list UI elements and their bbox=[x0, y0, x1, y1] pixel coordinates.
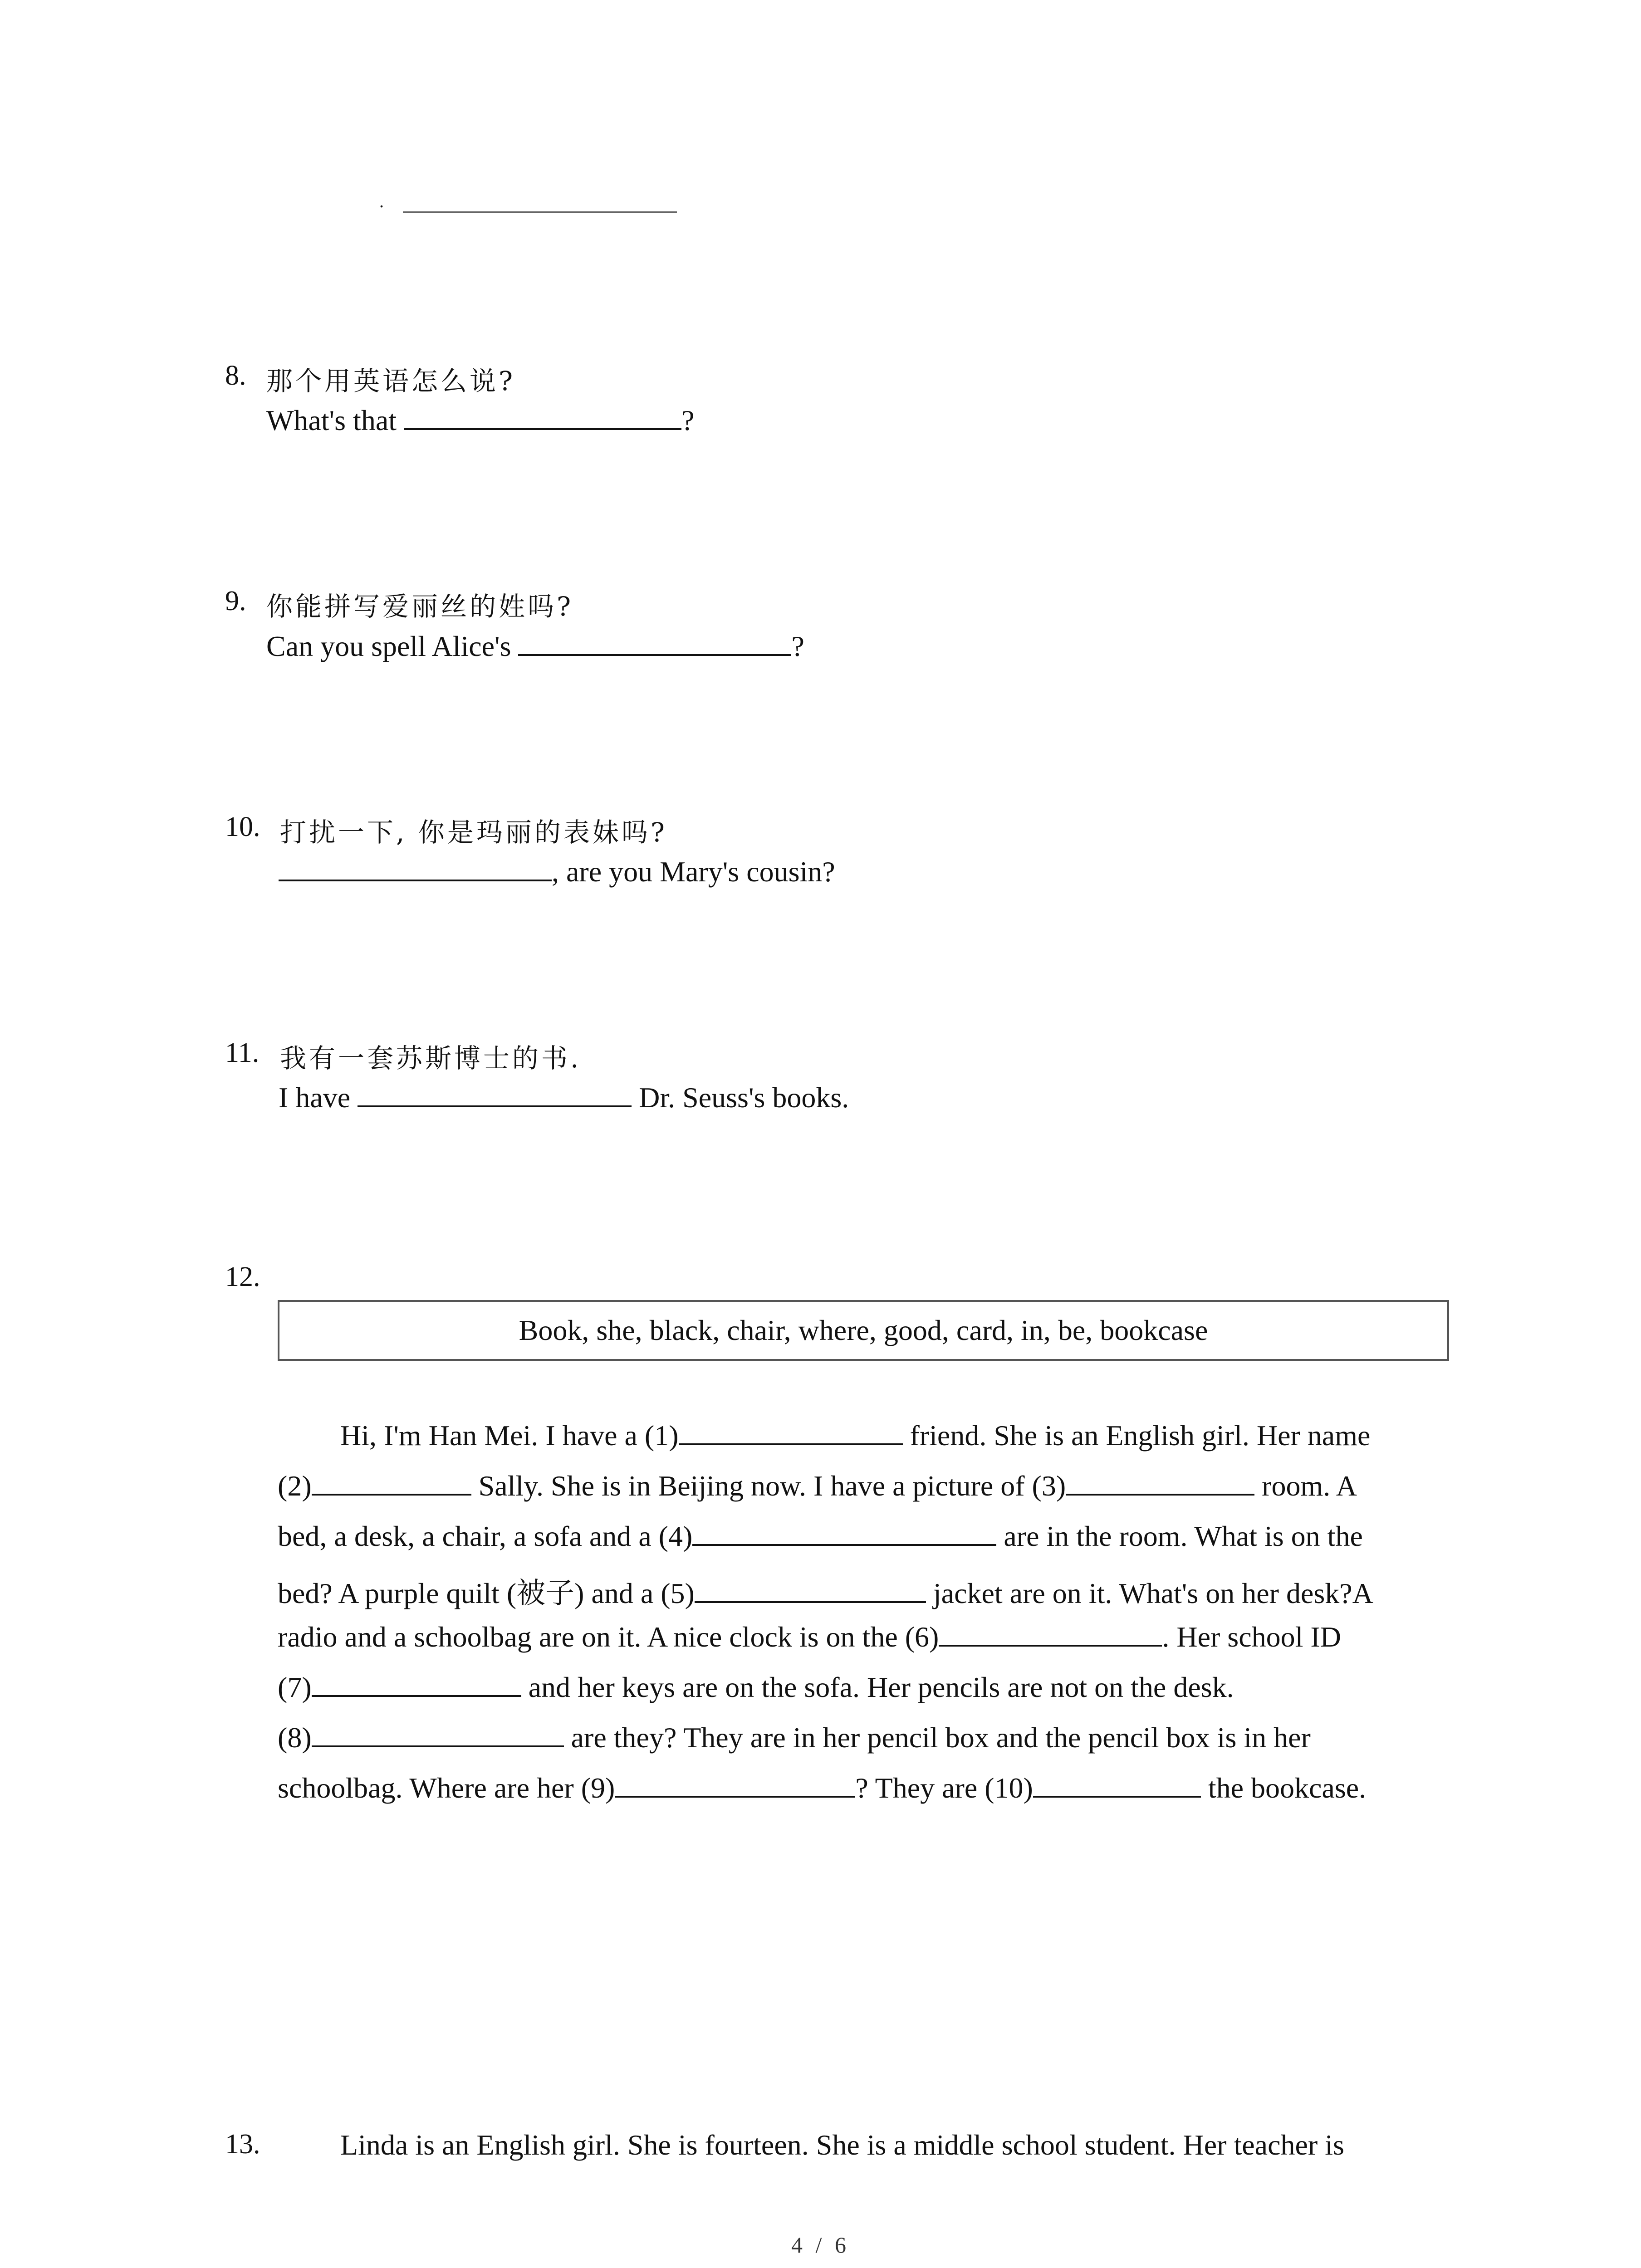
answer-blank-8[interactable] bbox=[312, 1721, 564, 1747]
passage-text: and her keys are on the sofa. Her pencils are not on the desk. bbox=[521, 1671, 1234, 1703]
passage-line-7 bbox=[278, 1721, 1457, 1755]
question-9-number: 9. bbox=[225, 586, 246, 616]
answer-blank-q8[interactable] bbox=[404, 404, 681, 430]
question-13-text: Linda is an English girl. She is fourteen. She is a middle school student. Her teacher is bbox=[340, 2129, 1344, 2161]
question-9-prefix: Can you spell Alice's bbox=[266, 630, 519, 662]
answer-blank-2[interactable] bbox=[312, 1469, 471, 1496]
question-9-english bbox=[266, 630, 804, 663]
passage-line-3 bbox=[278, 1520, 1457, 1553]
passage-text: ? They are (10) bbox=[855, 1772, 1033, 1804]
passage-text: . Her school ID bbox=[1162, 1621, 1341, 1653]
passage-text: the bookcase. bbox=[1200, 1772, 1367, 1804]
answer-blank-1[interactable] bbox=[679, 1419, 903, 1445]
question-11-chinese: 我有一套苏斯博士的书. bbox=[280, 1043, 582, 1074]
passage-text: jacket are on it. What's on her desk?A bbox=[926, 1577, 1373, 1609]
answer-blank-9[interactable] bbox=[615, 1771, 855, 1798]
top-fragment-dot: . bbox=[379, 191, 384, 211]
question-11-english bbox=[279, 1081, 849, 1114]
question-11-number: 11. bbox=[225, 1037, 260, 1068]
question-8-suffix: ? bbox=[681, 404, 695, 436]
question-13-number: 13. bbox=[225, 2129, 260, 2160]
passage-line-1 bbox=[340, 1419, 1520, 1452]
passage-text: are in the room. What is on the bbox=[996, 1520, 1363, 1552]
passage-line-5 bbox=[278, 1620, 1457, 1654]
passage-line-6 bbox=[278, 1671, 1457, 1704]
passage-line-4 bbox=[278, 1570, 1457, 1612]
passage-text: friend. She is an English girl. Her name bbox=[902, 1419, 1371, 1452]
question-8-number: 8. bbox=[225, 360, 246, 391]
answer-blank-5[interactable] bbox=[695, 1577, 926, 1603]
passage-line-2 bbox=[278, 1469, 1457, 1503]
passage-text: Sally. She is in Beijing now. I have a picture of (3) bbox=[471, 1470, 1066, 1502]
answer-blank-7[interactable] bbox=[312, 1671, 521, 1697]
question-11-suffix: Dr. Seuss's books. bbox=[632, 1081, 849, 1114]
question-9-chinese: 你能拼写爱丽丝的姓吗? bbox=[266, 591, 574, 622]
answer-blank-6[interactable] bbox=[939, 1620, 1162, 1647]
answer-blank-q10[interactable] bbox=[279, 855, 552, 881]
question-11-prefix: I have bbox=[279, 1081, 358, 1114]
passage-text: Hi, I'm Han Mei. I have a (1) bbox=[340, 1419, 679, 1452]
question-8-prefix: What's that bbox=[266, 404, 404, 436]
passage-text: bed? A purple quilt (被子) and a (5) bbox=[278, 1577, 695, 1609]
answer-blank-3[interactable] bbox=[1066, 1469, 1254, 1496]
passage-line-8 bbox=[278, 1771, 1457, 1805]
question-8-english bbox=[266, 404, 694, 437]
top-fragment-line bbox=[403, 211, 677, 213]
question-10-suffix: , are you Mary's cousin? bbox=[552, 855, 835, 888]
answer-blank-10[interactable] bbox=[1033, 1771, 1201, 1798]
passage-text: (2) bbox=[278, 1470, 312, 1502]
question-9-suffix: ? bbox=[791, 630, 804, 662]
passage-text: room. A bbox=[1254, 1470, 1357, 1502]
question-10-number: 10. bbox=[225, 811, 260, 842]
word-bank-text: Book, she, black, chair, where, good, card, in, be, bookcase bbox=[519, 1314, 1208, 1346]
passage-text: radio and a schoolbag are on it. A nice clock is on the (6) bbox=[278, 1621, 939, 1653]
passage-text: (7) bbox=[278, 1671, 312, 1703]
passage-text: bed, a desk, a chair, a sofa and a (4) bbox=[278, 1520, 693, 1552]
question-12-number: 12. bbox=[225, 1261, 260, 1292]
page-number: 4 / 6 bbox=[791, 2232, 850, 2258]
passage-text: are they? They are in her pencil box and the pencil box is in her bbox=[563, 1721, 1311, 1754]
answer-blank-q11[interactable] bbox=[358, 1081, 632, 1107]
passage-text: (8) bbox=[278, 1721, 312, 1754]
question-10-english bbox=[279, 855, 835, 889]
word-bank-box bbox=[278, 1300, 1449, 1361]
answer-blank-4[interactable] bbox=[692, 1520, 996, 1546]
question-10-chinese: 打扰一下, 你是玛丽的表妹吗? bbox=[280, 817, 667, 848]
question-8-chinese: 那个用英语怎么说? bbox=[266, 366, 516, 396]
answer-blank-q9[interactable] bbox=[518, 630, 791, 656]
passage-text: schoolbag. Where are her (9) bbox=[278, 1772, 615, 1804]
